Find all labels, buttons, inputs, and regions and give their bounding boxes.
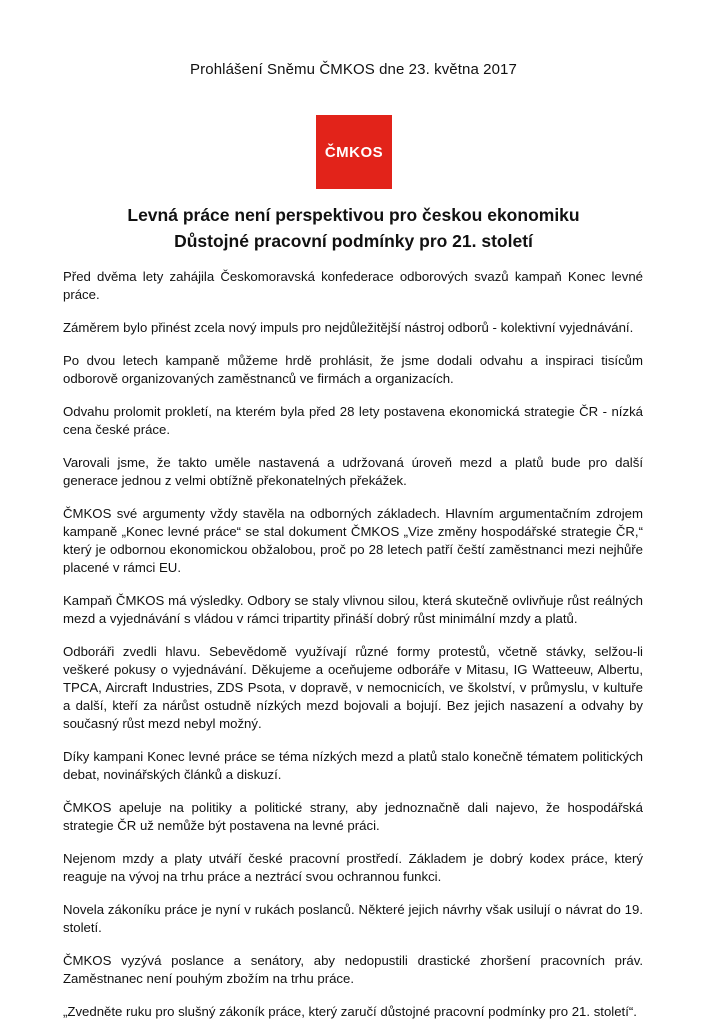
paragraph: Odvahu prolomit prokletí, na kterém byla před 28 lety postavena ekonomická strategie ČR - nízká cena české práce. bbox=[63, 404, 643, 437]
paragraph: ČMKOS apeluje na politiky a politické strany, aby jednoznačně dali najevo, že hospodářská strategie ČR už nemůže být postavena na levné práci. bbox=[63, 800, 643, 833]
paragraph: Kampaň ČMKOS má výsledky. Odbory se staly vlivnou silou, která skutečně ovlivňuje růst reálných mezd a vyjednávání s vládou v rámci tripartity přináší dobrý růst minimální mzdy a platů. bbox=[63, 593, 643, 626]
logo-text: ČMKOS bbox=[324, 143, 384, 161]
cmkos-logo bbox=[316, 115, 392, 189]
paragraph: Záměrem bylo přinést zcela nový impuls pro nejdůležitější nástroj odborů - kolektivní vyjednávání. bbox=[63, 320, 634, 335]
paragraph: ČMKOS vyzývá poslance a senátory, aby nedopustili drastické zhoršení pracovních práv. Zaměstnanec není pouhým zbožím na trhu práce. bbox=[63, 953, 643, 986]
paragraph: Díky kampani Konec levné práce se téma nízkých mezd a platů stalo konečně tématem politických debat, novinářských článků a diskuzí. bbox=[63, 749, 643, 782]
paragraph: Novela zákoníku práce je nyní v rukách poslanců. Některé jejich návrhy však usilují o návrat do 19. století. bbox=[63, 902, 643, 935]
paragraph: Před dvěma lety zahájila Českomoravská konfederace odborových svazů kampaň Konec levné práce. bbox=[63, 269, 643, 302]
document-header: Prohlášení Sněmu ČMKOS dne 23. května 2017 bbox=[190, 61, 517, 78]
paragraph: Varovali jsme, že takto uměle nastavená a udržovaná úroveň mezd a platů bude pro další generace jednou z velmi obtížně překonatelných překážek. bbox=[63, 455, 643, 488]
paragraph: ČMKOS své argumenty vždy stavěla na odborných základech. Hlavním argumentačním zdrojem kampaně „Konec levné práce“ se stal dokument ČMKOS „Vize změny hospodářské strategie ČR,“ který je odbornou ekonomickou obžalobou, proč po 28 letech patří čeští zaměstnanci mezi nejhůře placené v rámci EU. bbox=[63, 506, 643, 575]
document-body bbox=[63, 268, 643, 1036]
title-line-2: Důstojné pracovní podmínky pro 21. století bbox=[174, 231, 533, 251]
paragraph: „Zvedněte ruku pro slušný zákoník práce, který zaručí důstojné pracovní podmínky pro 21. století“. bbox=[63, 1004, 637, 1019]
paragraph: Odboráři zvedli hlavu. Sebevědomě využívají různé formy protestů, včetně stávky, selžou-li veškeré pokusy o vyjednávání. Děkujeme a oceňujeme odboráře v Mitasu, IG Watteeuw, Albertu, TPCA, Aircraft Industries, ZDS Psota, v dopravě, v nemocnicích, ve školství, v průmyslu, v kultuře a další, kteří za nárůst ostudně nízkých mezd bojovali a bojují. Bez jejich nasazení a odvahy by současný růst mezd nebyl možný. bbox=[63, 644, 643, 731]
paragraph: Nejenom mzdy a platy utváří české pracovní prostředí. Základem je dobrý kodex práce, který reaguje na vývoj na trhu práce a neztrácí svou ochrannou funkci. bbox=[63, 851, 643, 884]
document-title bbox=[0, 202, 707, 254]
paragraph: Po dvou letech kampaně můžeme hrdě prohlásit, že jsme dodali odvahu a inspiraci tisícům odborově organizovaných zaměstnanců ve firmách a organizacích. bbox=[63, 353, 643, 386]
title-line-1: Levná práce není perspektivou pro českou ekonomiku bbox=[127, 205, 580, 225]
